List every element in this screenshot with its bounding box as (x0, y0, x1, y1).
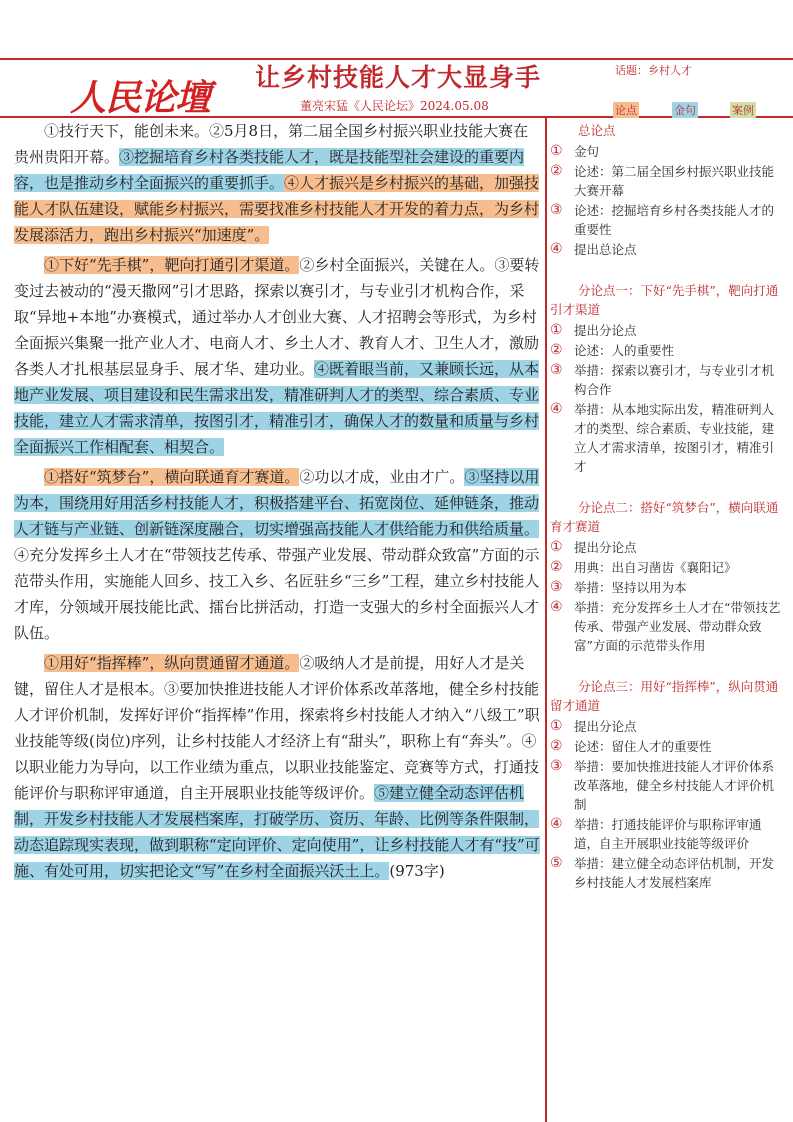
outline-item: ② 用典：出自习凿齿《襄阳记》 (550, 559, 737, 575)
sentence: ④充分发挥乡土人才在“带领技艺传承、带强产业发展、带动群众致富”方面的示范带头作用，实施能人回乡、技工入乡、名匠驻乡“三乡”工程，建立乡村技能人才库，分领域开展技能比武、擂台比拼活动，打造一支强大的乡村全面振兴人才队伍。 (14, 546, 540, 642)
outline-heading: 总论点 (578, 123, 616, 138)
highlight-argument: ①下好“先手棋”，靶向打通引才渠道。 (44, 256, 300, 274)
byline: 董亮宋猛《人民论坛》2024.05.08 (300, 99, 489, 113)
page-title: 让乡村技能人才大显身手 (255, 63, 542, 92)
sentence: ②功以才成，业由才广。 (299, 468, 465, 486)
outline-item: ④ 举措：从本地实际出发，精准研判人才的类型、综合素质、专业技能，建立人才需求清单，按图引才，精准引才 (550, 401, 775, 474)
outline-item: ④ 举措：充分发挥乡土人才在“带领技艺传承、带强产业发展、带动群众致富”方面的示范带头作用 (550, 599, 781, 653)
outline-heading: 分论点三：用好“指挥棒”，纵向贯通留才通道 (550, 679, 779, 713)
highlight-golden: ④既着眼当前，又兼顾长远，从本地产业发展、项目建设和民生需求出发，精准研判人才的类型、综合素质、专业技能，建立人才需求清单，按图引才，精准引才，确保人才的数量和质量与乡村全面振兴工作相配套、相契合。 (14, 360, 540, 456)
paragraph-2 (14, 252, 540, 460)
paragraph-1 (14, 118, 540, 248)
legend-case: 案例 (732, 104, 754, 117)
outline-section-main (550, 121, 786, 259)
outline-section-3 (550, 677, 786, 892)
outline-section-1 (550, 281, 786, 476)
highlight-golden: ③坚持以用为本，围绕用好用活乡村技能人才，积极搭建平台、拓宽岗位、延伸链条，推动人才链与产业链、创新链深度融合，切实增强高技能人才供给能力和供给质量。 (14, 468, 540, 538)
outline-item: ③ 举措：坚持以用为本 (550, 579, 687, 595)
outline-item: ⑤ 举措：建立健全动态评估机制，开发乡村技能人才发展档案库 (550, 855, 775, 890)
outline-item: ① 提出分论点 (550, 539, 637, 555)
column-divider (545, 116, 547, 1122)
outline-section-2 (550, 498, 786, 655)
outline-item: ④ 举措：打通技能评价与职称评审通道，自主开展职业技能等级评价 (550, 816, 762, 851)
outline-sidebar (550, 121, 786, 914)
outline-item: ① 提出分论点 (550, 718, 637, 734)
sentence: ①技行天下，能创未来。②5月8日，第二届全国乡村振兴职业技能大赛在贵州贵阳开幕。 (14, 122, 529, 166)
outline-item: ③ 举措：探索以赛引才，与专业引才机构合作 (550, 362, 775, 397)
outline-item: ③ 论述：挖掘培育乡村各类技能人才的重要性 (550, 202, 775, 237)
sentence: ②吸纳人才是前提，用好人才是关键，留住人才是根本。③要加快推进技能人才评价体系改革落地，健全乡村技能人才评价机制，发挥好评价“指挥棒”作用，探索将乡村技能人才纳入“八级工”职业技能等级(岗位)序列，让乡村技能人才经济上有“甜头”，职称上有“奔头”。④以职业能力为导向，以工作业绩为重点，以职业技能鉴定、竞赛等方式，打通技能评价与职称评审通道，自主开展职业技能等级评价。 (14, 654, 540, 802)
highlight-argument: ①用好“指挥棒”，纵向贯通留才通道。 (44, 654, 300, 672)
word-count: (973字) (389, 862, 445, 880)
legend-argument: 论点 (615, 104, 637, 117)
outline-item: ③ 举措：要加快推进技能人才评价体系改革落地，健全乡村技能人才评价机制 (550, 758, 775, 812)
highlight-golden: ⑤建立健全动态评估机制，开发乡村技能人才发展档案库，打破学历、资历、年龄、比例等条件限制，动态追踪现实表现，做到职称“定向评价、定向使用”，让乡村技能人才有“技”可施、有处可用，切实把论文“写”在乡村全面振兴沃土上。 (14, 784, 540, 880)
highlight-argument: ①搭好“筑梦台”，横向联通育才赛道。 (44, 468, 300, 486)
outline-heading: 分论点一：下好“先手棋”，靶向打通引才渠道 (550, 283, 779, 317)
highlight-argument: ④人才振兴是乡村振兴的基础，加强技能人才队伍建设，赋能乡村振兴，需要找准乡村技能人才开发的着力点，为乡村发展添活力，跑出乡村振兴“加速度”。 (14, 174, 540, 244)
topic-label: 话题：乡村人才 (615, 64, 692, 77)
highlight-golden: ③挖掘培育乡村各类技能人才，既是技能型社会建设的重要内容，也是推动乡村全面振兴的重要抓手。 (14, 148, 525, 192)
article-body (14, 118, 540, 888)
paragraph-4 (14, 650, 540, 884)
outline-item: ① 金句 (550, 143, 600, 159)
logo: 人民论壇 (70, 77, 211, 119)
outline-item: ① 提出分论点 (550, 322, 637, 338)
legend-golden-sentence: 金句 (674, 104, 696, 117)
outline-item: ② 论述：第二届全国乡村振兴职业技能大赛开幕 (550, 163, 775, 198)
outline-item: ② 论述：人的重要性 (550, 342, 675, 358)
outline-item: ② 论述：留住人才的重要性 (550, 738, 712, 754)
outline-heading: 分论点二：搭好“筑梦台”，横向联通育才赛道 (550, 500, 779, 534)
paragraph-3 (14, 464, 540, 646)
sentence: ②乡村全面振兴，关键在人。③要转变过去被动的“漫天撒网”引才思路，探索以赛引才，与专业引才机构合作，采取“异地+本地”办赛模式，通过举办人才创业大赛、人才招聘会等形式，为乡村全面振兴集聚一批产业人才、电商人才、乡土人才、教育人才、卫生人才，激励各类人才扎根基层显身手、展才华、建功业。 (14, 256, 540, 378)
outline-item: ④ 提出总论点 (550, 241, 637, 257)
